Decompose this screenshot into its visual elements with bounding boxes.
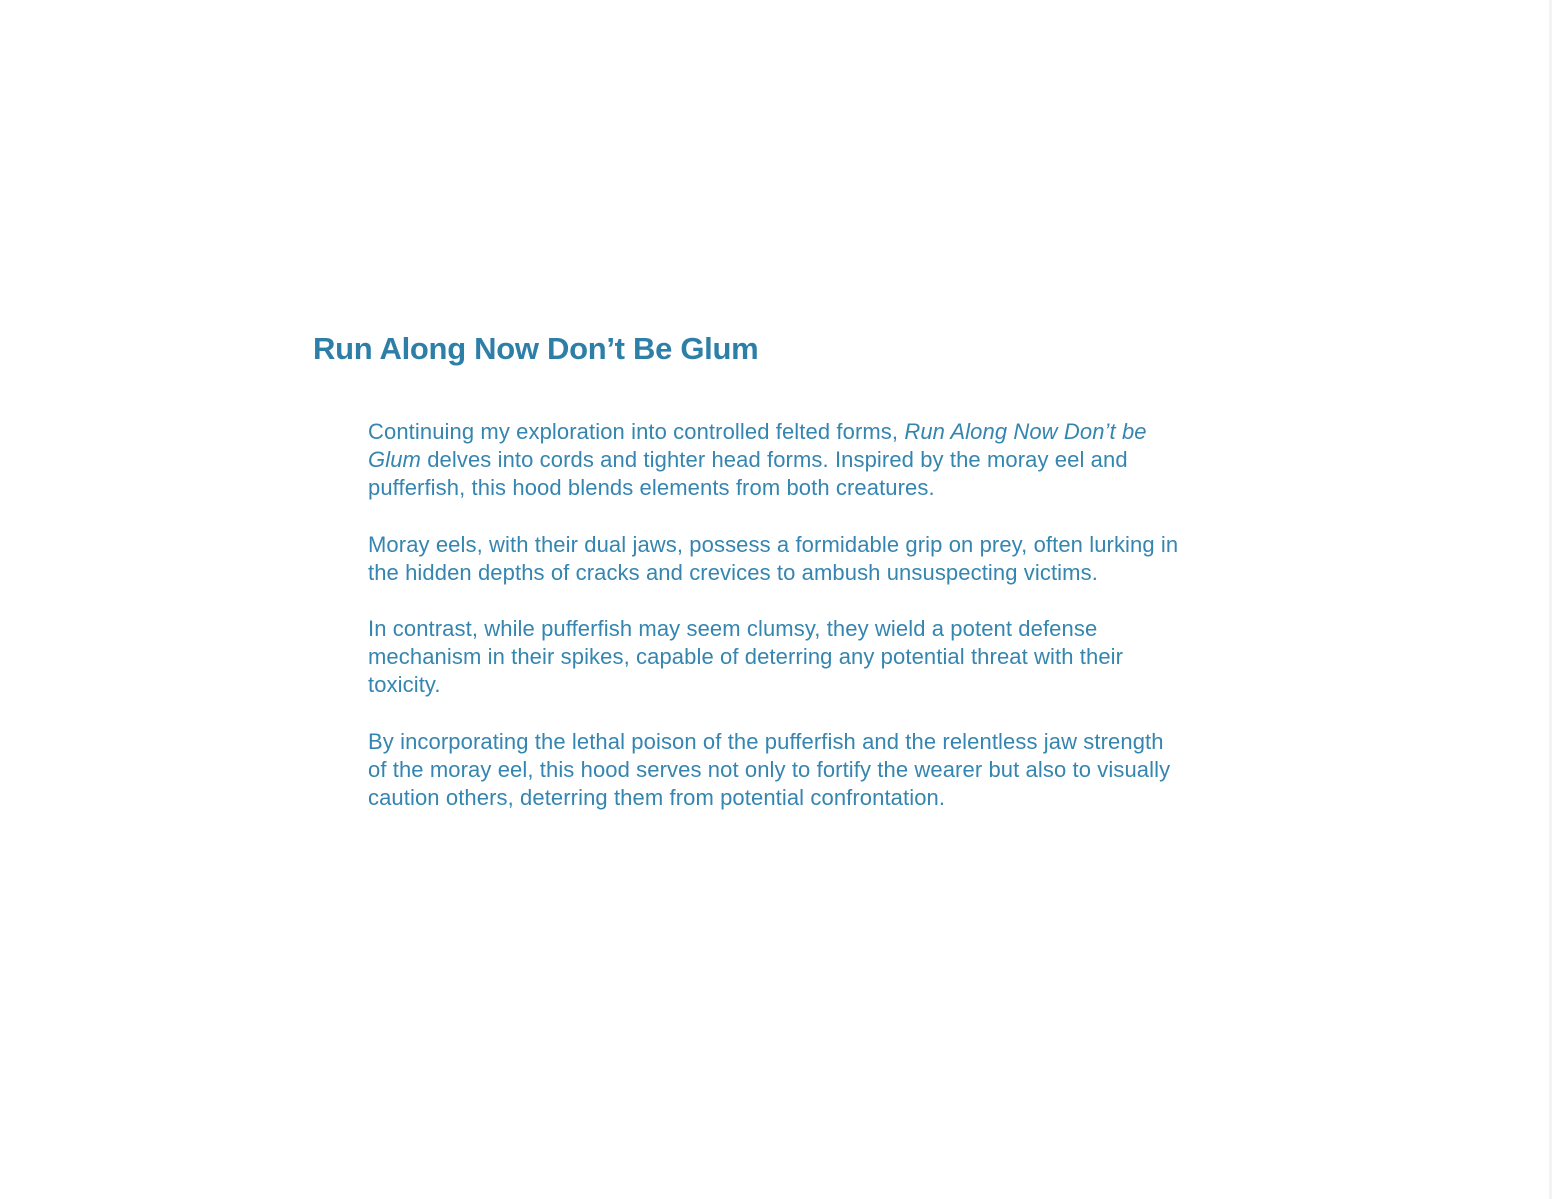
paragraph-intro	[368, 418, 1188, 503]
paragraph-pufferfish: In contrast, while pufferfish may seem clumsy, they wield a potent defense mechanism in their spikes, capable of deterring any potential threat with their toxicity.	[368, 616, 1124, 698]
page-title: Run Along Now Don’t Be Glum	[313, 331, 759, 366]
paragraph-conclusion: By incorporating the lethal poison of the pufferfish and the relentless jaw strength of the moray eel, this hood serves not only to fortify the wearer but also to visually caution others, deterring them from potential confrontation.	[368, 728, 1171, 811]
paragraph-intro-lead: Continuing my exploration into controlled felted forms,	[368, 419, 899, 444]
paragraph-intro-rest: delves into cords and tighter head forms. Inspired by the moray eel and pufferfish, this hood blends elements from both creatures.	[368, 447, 1128, 501]
artwork-title-italic: Run Along Now Don’t be Glum	[368, 419, 1147, 473]
paragraph-moray-eels: Moray eels, with their dual jaws, possess a formidable grip on prey, often lurking in the hidden depths of cracks and crevices to ambush unsuspecting victims.	[368, 531, 1179, 585]
body-text	[368, 418, 1188, 840]
